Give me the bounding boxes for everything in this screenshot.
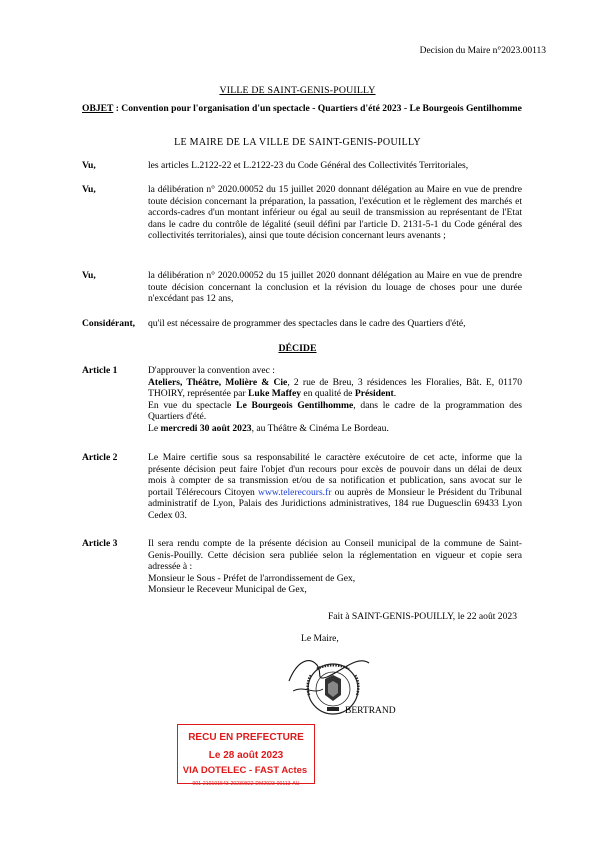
objet-text: : Convention pour l'organisation d'un spectacle - Quartiers d'été 2023 - Le Bourgeois Gentilhomme [113,103,522,114]
spectacle-venue: , au Théâtre & Cinéma Le Bordeau. [251,422,389,434]
considerant-key: Considérant, [82,318,136,329]
vu-3-key: Vu, [82,270,96,281]
decision-reference: Decision du Maire n°2023.00113 [419,46,546,56]
company-name: Ateliers, Théâtre, Molière & Cie [148,376,288,388]
article-1-line-1: D'approuver la convention avec : [148,365,275,376]
article-2-text-a: Le Maire certifie sous sa responsabilité le caractère exécutoire de cet acte, informe que la présente décision peut faire l'objet d'un recours pour excès de pouvoir dans un délai de deux mois à compter de sa transmission et/ou de sa notification et publication, sans avocat sur le portail Télérecours Citoyen [148,452,522,498]
vu-2-key: Vu, [82,184,96,195]
spectacle-title: Le Bourgeois Gentilhomme [236,399,354,411]
article-3-key: Article 3 [82,538,118,549]
representative-role: Président [354,388,394,399]
quality-text: en qualité de [301,388,355,399]
article-1-line-3 [148,400,522,423]
vu-2-text: la délibération n° 2020.00052 du 15 juillet 2020 donnant délégation au Maire en vue de prendre toute décision concernant la préparation, la passation, l'exécution et le règlement des marchés et accords-cadres d'un montant inférieur ou égal au seuil de transmission au représentant de l'Etat dans le cadre du contrôle de légalité (seuil défini par l'article D. 2131-5-1 du Code général des collectivités territoriales), ainsi que toute décision concernant leurs avenants ; [148,184,522,241]
line-end: . [393,388,397,399]
telerecours-link[interactable]: www.telerecours.fr [258,486,332,498]
article-2-body [148,452,522,521]
date-intro: Le [148,422,161,434]
vu-1-key: Vu, [82,160,96,171]
maire-title: LE MAIRE DE LA VILLE DE SAINT-GENIS-POUILLY [174,137,421,148]
article-3-body [148,538,522,596]
recipient-2: Monsieur le Receveur Municipal de Gex, [148,584,307,595]
recipient-1: Monsieur le Sous - Préfet de l'arrondissement de Gex, [148,572,356,584]
signatory-name: BERTRAND [345,706,396,716]
article-2-key: Article 2 [82,452,118,463]
spectacle-context: , dans le cadre de la programmation des Quartiers d'été. [148,399,522,422]
vu-1-text: les articles L.2122-22 et L.2122-23 du Code Général des Collectivités Territoriales, [148,160,469,171]
le-maire-label: Le Maire, [301,633,339,644]
company-address: , 2 rue de Breu, 3 résidences les Floralies, Bât. E, 01170 THOIRY, représentée par [148,376,522,399]
article-1-body [148,365,522,434]
stamp-line-4: 001-210101543-20230822-DM2023-00113-AU [192,781,300,787]
decide-heading: DÉCIDE [278,343,317,354]
vu-3-text: la délibération n° 2020.00052 du 15 juillet 2020 donnant délégation au Maire en vue de prendre toute décision concernant la conclusion et la révision du louage de choses pour une durée n'excédant pas 12 ans, [148,270,522,304]
spectacle-intro: En vue du spectacle [148,399,237,411]
spectacle-date: mercredi 30 août 2023 [160,422,252,434]
article-1-line-4 [148,423,522,435]
stamp-line-3: VIA DOTELEC - FAST Actes [182,765,308,776]
article-2-text-b: ou auprès de Monsieur le Président du Tribunal administratif de Lyon, Palais des Juridictions administratives, 184 rue Duguesclin 69433 Lyon Cedex 03. [148,486,522,521]
article-1-key: Article 1 [82,365,118,376]
article-1-line-2 [148,377,522,400]
stamp-line-1: RECU EN PREFECTURE [188,732,304,743]
stamp-line-2: Le 28 août 2023 [208,750,284,761]
considerant-text: qu'il est nécessaire de programmer des spectacles dans le cadre des Quartiers d'été, [148,318,466,329]
fait-line: Fait à SAINT-GENIS-POUILLY, le 22 août 2023 [327,611,517,622]
objet-label: OBJET [82,103,114,114]
city-heading: VILLE DE SAINT-GENIS-POUILLY [219,85,376,96]
article-3-text: Il sera rendu compte de la présente décision au Conseil municipal de la commune de Saint-Genis-Pouilly. Cette décision sera publiée selon la réglementation en vigueur et copie sera adressée à : [148,538,522,572]
prefecture-stamp [177,724,315,787]
representative-name: Luke Maffey [248,388,302,399]
objet-line [82,103,522,114]
